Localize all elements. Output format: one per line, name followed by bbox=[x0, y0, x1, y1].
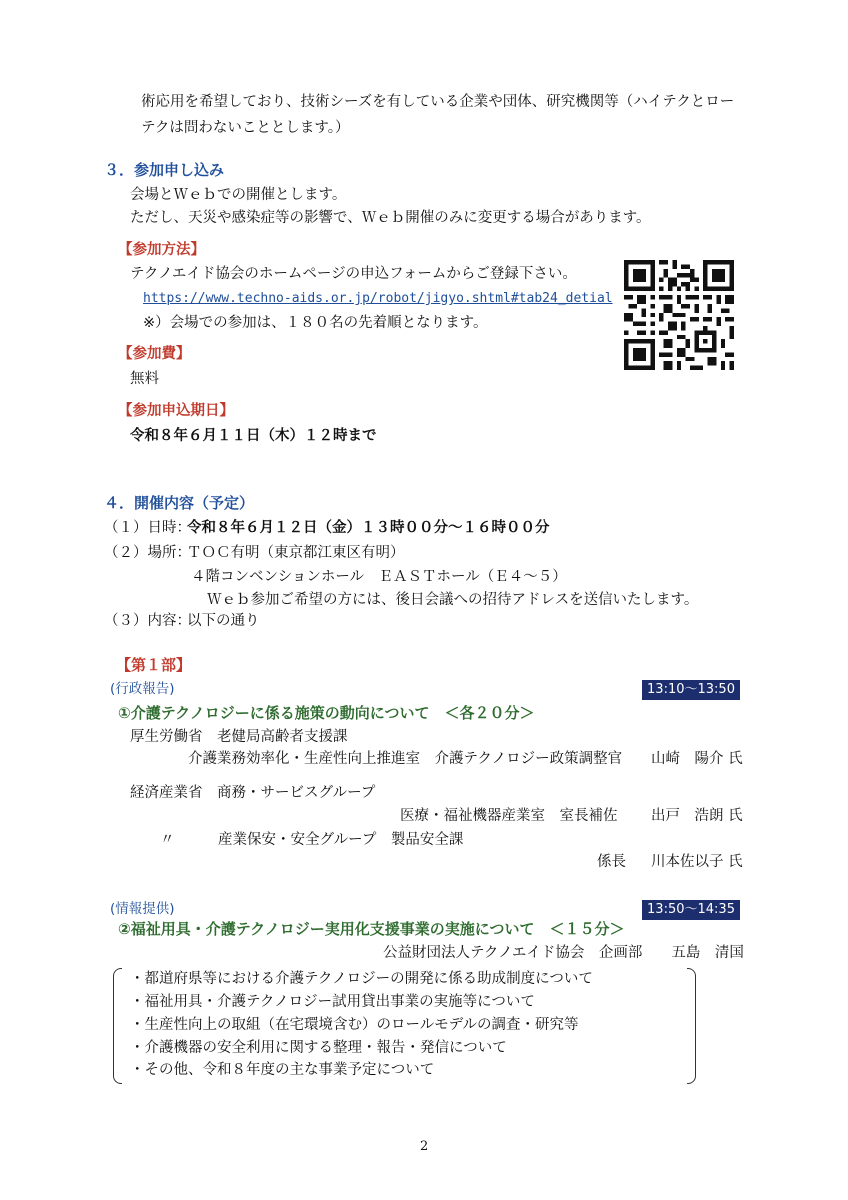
place-line-2: ４階コンベンションホール ＥＡＳＴホール（Ｅ４～５） bbox=[191, 569, 567, 585]
info-topic: ②福祉用具・介護テクノロジー実用化支援事業の実施について ＜１５分＞ bbox=[118, 920, 625, 938]
place-line-3: Ｗｅｂ参加ご希望の方には、後日会議への招待アドレスを送信いたします。 bbox=[207, 592, 699, 608]
fee-text: 無料 bbox=[130, 371, 159, 387]
bullet-item: ・都道府県等における介護テクノロジーの開発に係る助成制度について bbox=[130, 971, 593, 987]
bullet-bracket-left bbox=[113, 968, 122, 1084]
date-value: 令和８年６月１２日（金）１３時００分～１６時００分 bbox=[187, 520, 550, 536]
info-label: (情報提供) bbox=[110, 901, 175, 917]
info-time-badge: 13:50～14:35 bbox=[642, 900, 740, 920]
admin-time-badge: 13:10～13:50 bbox=[642, 680, 740, 700]
bullet-item: ・生産性向上の取組（在宅環境含む）のロールモデルの調査・研究等 bbox=[130, 1017, 579, 1033]
qr-code[interactable] bbox=[624, 260, 734, 370]
page-number: 2 bbox=[420, 1139, 429, 1154]
meti-name-2: 川本佐以子 氏 bbox=[651, 854, 743, 870]
section3-title: ３．参加申し込み bbox=[104, 161, 225, 179]
mhlw-name: 山崎 陽介 氏 bbox=[651, 751, 743, 767]
deadline-label: 【参加申込期日】 bbox=[118, 403, 234, 419]
fee-label: 【参加費】 bbox=[118, 346, 191, 362]
section3-line-1: 会場とＷｅｂでの開催とします。 bbox=[130, 187, 347, 203]
meti-dept-2: 産業保安・安全グループ 製品安全課 bbox=[218, 832, 464, 848]
section4-title: ４．開催内容（予定） bbox=[104, 494, 255, 512]
deadline-text: 令和８年６月１１日（木）１２時まで bbox=[130, 428, 377, 444]
content-value: 以下の通り bbox=[187, 613, 260, 629]
admin-topic: ①介護テクノロジーに係る施策の動向について ＜各２０分＞ bbox=[118, 704, 535, 722]
meti-title-2: 係長 bbox=[597, 854, 626, 870]
method-text: テクノエイド協会のホームページの申込フォームからご登録下さい。 bbox=[130, 266, 577, 282]
bullet-item: ・介護機器の安全利用に関する整理・報告・発信について bbox=[130, 1040, 507, 1056]
part1-title: 【第１部】 bbox=[116, 656, 192, 674]
place-value: ＴＯＣ有明（東京都江東区有明） bbox=[187, 545, 405, 561]
bullet-item: ・福祉用具・介護テクノロジー試用貸出事業の実施等について bbox=[130, 994, 535, 1010]
intro-line-2: テクは問わないこととします。） bbox=[141, 120, 350, 136]
mhlw-ministry: 厚生労働省 老健局高齢者支援課 bbox=[130, 729, 348, 745]
section3-line-2: ただし、天災や感染症等の影響で、Ｗｅｂ開催のみに変更する場合があります。 bbox=[130, 210, 651, 226]
registration-link[interactable]: https://www.techno-aids.or.jp/robot/jigyo.shtml#tab24_detial bbox=[143, 291, 613, 306]
method-label: 【参加方法】 bbox=[118, 242, 205, 258]
mhlw-dept: 介護業務効率化・生産性向上推進室 介護テクノロジー政策調整官 bbox=[188, 751, 623, 767]
meti-ministry: 経済産業省 商務・サービスグループ bbox=[130, 785, 376, 801]
venue-note: ※）会場での参加は、１８０名の先着順となります。 bbox=[143, 315, 488, 331]
meti-dept: 医療・福祉機器産業室 室長補佐 bbox=[400, 808, 618, 824]
date-label: （１）日時： bbox=[104, 520, 191, 536]
meti-name: 出戸 浩朗 氏 bbox=[651, 808, 743, 824]
info-presenter: 公益財団法人テクノエイド協会 企画部 五島 清国 bbox=[383, 945, 744, 961]
ditto-mark: 〃 bbox=[160, 832, 175, 848]
admin-label: (行政報告) bbox=[110, 681, 175, 697]
bullet-item: ・その他、令和８年度の主な事業予定について bbox=[130, 1062, 435, 1078]
intro-line-1: 術応用を希望しており、技術シーズを有している企業や団体、研究機関等（ハイテクとロー bbox=[141, 94, 735, 110]
content-label: （３）内容： bbox=[104, 613, 191, 629]
bullet-bracket-right bbox=[687, 968, 696, 1084]
place-label: （２）場所： bbox=[104, 545, 191, 561]
